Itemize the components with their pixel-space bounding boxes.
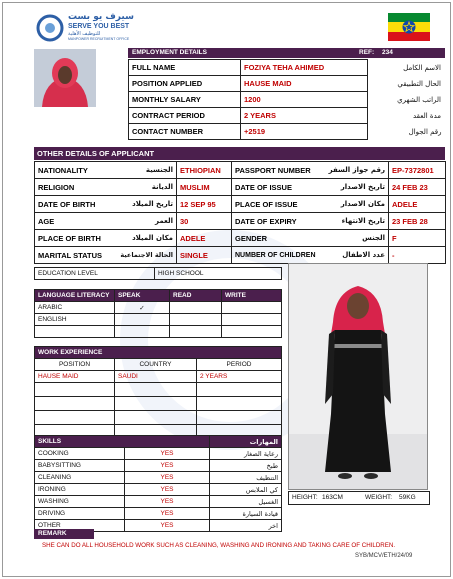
table-row	[129, 76, 445, 92]
date-of-expiry-label: DATE OF EXPIRY	[232, 213, 307, 230]
date-of-birth-label: DATE OF BIRTH	[35, 196, 117, 213]
logo-mark-icon	[36, 14, 64, 42]
skill-name-ar: الغسيل	[210, 496, 282, 508]
table-row	[35, 196, 446, 213]
religion-ar: الديانة	[117, 179, 177, 196]
skill-name: DRIVING	[35, 508, 125, 520]
passport-number-ar: رقم جواز السفر	[307, 162, 389, 179]
contract-period-value: 2 YEARS	[241, 108, 368, 124]
table-row	[35, 302, 282, 314]
language-read	[170, 314, 222, 326]
table-row	[35, 247, 446, 264]
table-row	[35, 448, 282, 460]
date-of-expiry-ar: تاريخ الانتهاء	[307, 213, 389, 230]
contract-period-ar: مدة العقد	[413, 111, 441, 120]
language-table	[34, 289, 282, 338]
skill-name-ar: التنظيف	[210, 472, 282, 484]
education-level-value: HIGH SCHOOL	[155, 268, 282, 280]
table-row	[35, 484, 282, 496]
table-row	[35, 314, 282, 326]
monthly-salary-ar: الراتب الشهري	[397, 95, 441, 104]
table-row	[35, 371, 282, 383]
skill-name: BABYSITTING	[35, 460, 125, 472]
position-applied-label: POSITION APPLIED	[129, 76, 241, 92]
remark-text: SHE CAN DO ALL HOUSEHOLD WORK SUCH AS CLEANING, WASHING AND IRONING AND TAKING CARE OF CHILDREN.	[42, 542, 396, 549]
table-row	[35, 179, 446, 196]
work-experience-table	[34, 346, 282, 439]
number-of-children-label: NUMBER OF CHILDREN	[232, 247, 307, 264]
age-label: AGE	[35, 213, 117, 230]
contact-number-value: +2519	[241, 124, 368, 140]
ethiopia-flag	[388, 13, 430, 41]
position-applied-ar: الحال التطبيقي	[397, 79, 441, 88]
nationality-value: ETHIOPIAN	[177, 162, 232, 179]
skill-value: YES	[125, 508, 210, 520]
brand-sub-en: MANPOWER RECRUITMENT OFFICE	[68, 37, 130, 41]
table-row	[35, 230, 446, 247]
skill-name-ar: اخر	[210, 520, 282, 532]
skill-name-ar: طبخ	[210, 460, 282, 472]
table-row	[35, 508, 282, 520]
religion-value: MUSLIM	[177, 179, 232, 196]
language-name: ENGLISH	[35, 314, 115, 326]
other-details-table	[34, 161, 446, 264]
experience-period: 2 YEARS	[197, 371, 282, 383]
remark-label: REMARK	[38, 530, 67, 537]
table-row	[129, 92, 445, 108]
experience-position: HAUSE MAID	[35, 371, 115, 383]
skill-value: YES	[125, 460, 210, 472]
weight-label: WEIGHT:	[365, 494, 393, 501]
skill-name: IRONING	[35, 484, 125, 496]
write-header: WRITE	[222, 290, 282, 302]
nationality-ar: الجنسية	[117, 162, 177, 179]
table-row	[129, 124, 445, 140]
skill-name: CLEANING	[35, 472, 125, 484]
height-label: HEIGHT:	[292, 494, 318, 501]
place-of-issue-label: PLACE OF ISSUE	[232, 196, 307, 213]
speak-header: SPEAK	[115, 290, 170, 302]
full-name-ar: الاسم الكامل	[403, 63, 441, 72]
skill-name-ar: قيادة السيارة	[210, 508, 282, 520]
employment-header	[128, 48, 445, 58]
skill-value: YES	[125, 472, 210, 484]
employment-title: EMPLOYMENT DETAILS	[132, 49, 207, 56]
skills-title-ar: المهارات	[210, 436, 282, 448]
other-details-header	[34, 147, 445, 160]
remark-header	[34, 529, 94, 539]
table-header-row	[35, 290, 282, 302]
table-row	[129, 108, 445, 124]
marital-status-value: SINGLE	[177, 247, 232, 264]
table-header-row	[35, 359, 282, 371]
language-write	[222, 314, 282, 326]
monthly-salary-value: 1200	[241, 92, 368, 108]
period-header: PERIOD	[197, 359, 282, 371]
brand-name-ar: سيرف يو بست	[68, 12, 134, 22]
passport-number-value: EP-7372801	[389, 162, 446, 179]
date-of-issue-label: DATE OF ISSUE	[232, 179, 307, 196]
language-write	[222, 302, 282, 314]
passport-number-label: PASSPORT NUMBER	[232, 162, 307, 179]
table-row	[35, 460, 282, 472]
table-row	[35, 326, 282, 338]
place-of-issue-value: ADELE	[389, 196, 446, 213]
age-ar: العمر	[117, 213, 177, 230]
place-of-birth-ar: مكان الميلاد	[117, 230, 177, 247]
ref-value: 234	[382, 49, 393, 56]
blue-star-emblem-icon	[402, 20, 416, 34]
education-table	[34, 267, 282, 280]
applicant-full-body-photo	[288, 263, 428, 490]
table-header-row	[35, 436, 282, 448]
place-of-birth-value: ADELE	[177, 230, 232, 247]
skill-value: YES	[125, 484, 210, 496]
table-row	[35, 472, 282, 484]
skill-value: YES	[125, 448, 210, 460]
table-row	[35, 162, 446, 179]
number-of-children-value: -	[389, 247, 446, 264]
position-header: POSITION	[35, 359, 115, 371]
place-of-birth-label: PLACE OF BIRTH	[35, 230, 117, 247]
position-applied-value: HAUSE MAID	[241, 76, 368, 92]
measurements-bar	[288, 491, 430, 505]
skill-name-ar: كي الملابس	[210, 484, 282, 496]
marital-status-label: MARITAL STATUS	[35, 247, 117, 264]
skills-table	[34, 435, 282, 532]
date-of-issue-value: 24 FEB 23	[389, 179, 446, 196]
date-of-issue-ar: تاريخ الاصدار	[307, 179, 389, 196]
education-level-label: EDUCATION LEVEL	[35, 268, 155, 280]
language-name: ARABIC	[35, 302, 115, 314]
table-header-row	[35, 347, 282, 359]
table-row	[35, 397, 282, 411]
read-header: READ	[170, 290, 222, 302]
table-row	[35, 213, 446, 230]
religion-label: RELIGION	[35, 179, 117, 196]
language-read	[170, 302, 222, 314]
skills-title: SKILLS	[35, 436, 210, 448]
date-of-expiry-value: 23 FEB 28	[389, 213, 446, 230]
skill-name: OTHER	[35, 520, 125, 532]
date-of-birth-value: 12 SEP 95	[177, 196, 232, 213]
other-details-title: OTHER DETAILS OF APPLICANT	[37, 149, 155, 158]
language-speak	[115, 314, 170, 326]
company-logo	[36, 12, 146, 44]
language-literacy-header: LANGUAGE LITERACY	[35, 290, 115, 302]
place-of-issue-ar: مكان الاصدار	[307, 196, 389, 213]
work-experience-title: WORK EXPERIENCE	[35, 347, 282, 359]
table-row	[35, 496, 282, 508]
nationality-label: NATIONALITY	[35, 162, 117, 179]
full-name-value: FOZIYA TEHA AHIMED	[241, 60, 368, 76]
check-icon: ✓	[115, 302, 170, 314]
contact-number-label: CONTACT NUMBER	[129, 124, 241, 140]
skill-name: COOKING	[35, 448, 125, 460]
number-of-children-ar: عدد الاطفال	[307, 247, 389, 264]
gender-ar: الجنس	[307, 230, 389, 247]
contact-number-ar: رقم الجوال	[408, 127, 442, 136]
experience-country: SAUDI	[115, 371, 197, 383]
monthly-salary-label: MONTHLY SALARY	[129, 92, 241, 108]
table-row	[35, 383, 282, 397]
employment-table	[128, 59, 445, 140]
age-value: 30	[177, 213, 232, 230]
full-name-label: FULL NAME	[129, 60, 241, 76]
weight-value: 59KG	[399, 494, 416, 501]
table-row	[35, 268, 282, 280]
gender-value: F	[389, 230, 446, 247]
height-value: 163CM	[322, 494, 343, 501]
date-of-birth-ar: تاريخ الميلاد	[117, 196, 177, 213]
applicant-headshot-photo	[34, 49, 96, 107]
skill-name: WASHING	[35, 496, 125, 508]
footer-code: SYB/MCV/ETH/24/09	[355, 553, 413, 559]
brand-sub-ar: للتوظيف الأهلية	[68, 31, 101, 37]
table-row	[129, 60, 445, 76]
skill-name-ar: رعاية الصغار	[210, 448, 282, 460]
table-row	[35, 411, 282, 425]
marital-status-ar: الحالة الاجتماعية	[117, 247, 177, 264]
skill-value: YES	[125, 520, 210, 532]
country-header: COUNTRY	[115, 359, 197, 371]
skill-value: YES	[125, 496, 210, 508]
ref-label: REF:	[359, 49, 375, 56]
gender-label: GENDER	[232, 230, 307, 247]
brand-name-en: SERVE YOU BEST	[68, 23, 130, 30]
contract-period-label: CONTRACT PERIOD	[129, 108, 241, 124]
